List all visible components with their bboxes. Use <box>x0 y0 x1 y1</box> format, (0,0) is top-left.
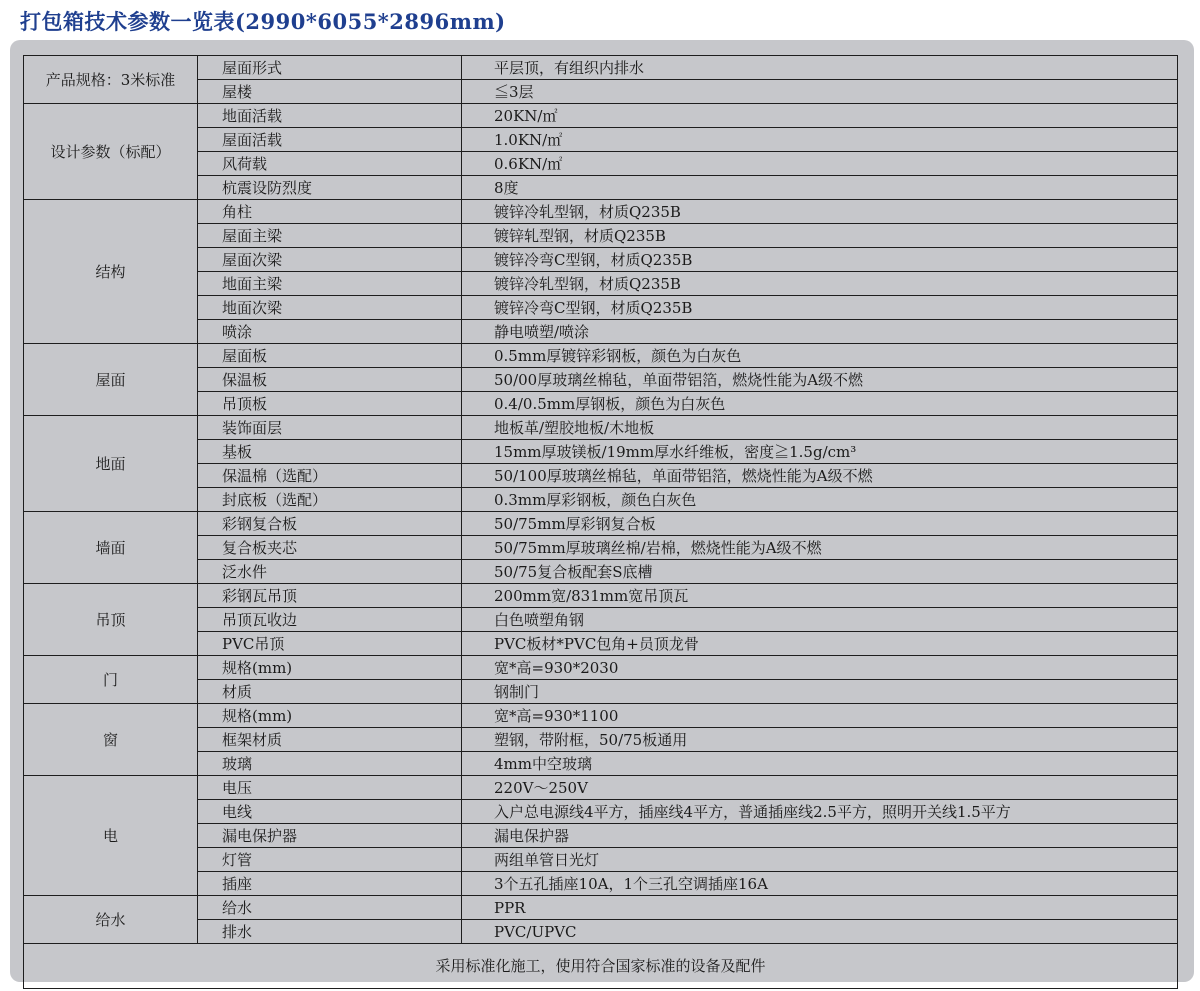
table-row <box>24 392 1178 416</box>
item-cell: 地面次梁 <box>198 296 462 320</box>
value-cell: 15mm厚玻镁板/19mm厚水纤维板，密度≧1.5g/cm³ <box>462 440 1178 464</box>
table-row <box>24 104 1178 128</box>
value-cell: 1.0KN/㎡ <box>462 128 1178 152</box>
value-cell: 宽*高=930*2030 <box>462 656 1178 680</box>
table-row <box>24 176 1178 200</box>
table-row <box>24 872 1178 896</box>
value-cell: 0.4/0.5mm厚钢板，颜色为白灰色 <box>462 392 1178 416</box>
table-row <box>24 848 1178 872</box>
value-cell: 镀锌轧型钢，材质Q235B <box>462 224 1178 248</box>
table-row <box>24 560 1178 584</box>
item-cell: 屋楼 <box>198 80 462 104</box>
item-cell: 屋面主梁 <box>198 224 462 248</box>
value-cell: 白色喷塑角钢 <box>462 608 1178 632</box>
table-row <box>24 512 1178 536</box>
table-row <box>24 80 1178 104</box>
value-cell: 20KN/㎡ <box>462 104 1178 128</box>
spec-table <box>23 55 1178 989</box>
category-cell: 屋面 <box>24 344 198 416</box>
value-cell: 200mm宽/831mm宽吊顶瓦 <box>462 584 1178 608</box>
item-cell: 屋面次梁 <box>198 248 462 272</box>
item-cell: 装饰面层 <box>198 416 462 440</box>
spec-table-body <box>24 56 1178 989</box>
table-row <box>24 344 1178 368</box>
value-cell: 50/75复合板配套S底槽 <box>462 560 1178 584</box>
item-cell: 屋面形式 <box>198 56 462 80</box>
value-cell: 两组单管日光灯 <box>462 848 1178 872</box>
item-cell: 给水 <box>198 896 462 920</box>
value-cell: 镀锌冷弯C型钢，材质Q235B <box>462 248 1178 272</box>
table-row <box>24 152 1178 176</box>
table-row <box>24 320 1178 344</box>
table-row <box>24 464 1178 488</box>
category-cell: 给水 <box>24 896 198 944</box>
category-cell: 吊顶 <box>24 584 198 656</box>
table-row <box>24 752 1178 776</box>
value-cell: 4mm中空玻璃 <box>462 752 1178 776</box>
item-cell: 保温板 <box>198 368 462 392</box>
item-cell: 封底板（选配） <box>198 488 462 512</box>
value-cell: 平层顶，有组织内排水 <box>462 56 1178 80</box>
value-cell: 宽*高=930*1100 <box>462 704 1178 728</box>
item-cell: 泛水件 <box>198 560 462 584</box>
value-cell: 漏电保护器 <box>462 824 1178 848</box>
table-row <box>24 296 1178 320</box>
item-cell: 电压 <box>198 776 462 800</box>
item-cell: 框架材质 <box>198 728 462 752</box>
value-cell: 0.6KN/㎡ <box>462 152 1178 176</box>
item-cell: 规格(mm) <box>198 704 462 728</box>
table-row <box>24 632 1178 656</box>
value-cell: 塑钢，带附框，50/75板通用 <box>462 728 1178 752</box>
item-cell: 基板 <box>198 440 462 464</box>
item-cell: 灯管 <box>198 848 462 872</box>
table-row <box>24 200 1178 224</box>
category-cell: 地面 <box>24 416 198 512</box>
value-cell: 静电喷塑/喷涂 <box>462 320 1178 344</box>
table-row <box>24 656 1178 680</box>
item-cell: 彩钢复合板 <box>198 512 462 536</box>
item-cell: 地面活载 <box>198 104 462 128</box>
item-cell: 排水 <box>198 920 462 944</box>
value-cell: 0.5mm厚镀锌彩钢板，颜色为白灰色 <box>462 344 1178 368</box>
category-cell: 门 <box>24 656 198 704</box>
table-row <box>24 368 1178 392</box>
value-cell: 镀锌冷轧型钢，材质Q235B <box>462 200 1178 224</box>
table-row <box>24 608 1178 632</box>
value-cell: 镀锌冷弯C型钢，材质Q235B <box>462 296 1178 320</box>
category-cell: 墙面 <box>24 512 198 584</box>
item-cell: 吊顶瓦收边 <box>198 608 462 632</box>
category-cell: 电 <box>24 776 198 896</box>
table-row <box>24 896 1178 920</box>
value-cell: 50/00厚玻璃丝棉毡，单面带铝箔，燃烧性能为A级不燃 <box>462 368 1178 392</box>
table-row <box>24 536 1178 560</box>
value-cell: ≦3层 <box>462 80 1178 104</box>
item-cell: 插座 <box>198 872 462 896</box>
footer-note: 采用标准化施工，使用符合国家标准的设备及配件 <box>24 944 1178 989</box>
table-row <box>24 224 1178 248</box>
table-row <box>24 680 1178 704</box>
item-cell: 保温棉（选配） <box>198 464 462 488</box>
item-cell: 材质 <box>198 680 462 704</box>
category-cell: 结构 <box>24 200 198 344</box>
table-row <box>24 584 1178 608</box>
value-cell: 0.3mm厚彩钢板，颜色白灰色 <box>462 488 1178 512</box>
category-cell: 设计参数（标配） <box>24 104 198 200</box>
table-row <box>24 416 1178 440</box>
table-row <box>24 272 1178 296</box>
value-cell: PPR <box>462 896 1178 920</box>
value-cell: 50/100厚玻璃丝棉毡，单面带铝箔，燃烧性能为A级不燃 <box>462 464 1178 488</box>
footer-row <box>24 944 1178 989</box>
item-cell: 吊顶板 <box>198 392 462 416</box>
value-cell: 镀锌冷轧型钢，材质Q235B <box>462 272 1178 296</box>
item-cell: 角柱 <box>198 200 462 224</box>
item-cell: 地面主梁 <box>198 272 462 296</box>
table-row <box>24 128 1178 152</box>
table-row <box>24 800 1178 824</box>
table-row <box>24 56 1178 80</box>
item-cell: 电线 <box>198 800 462 824</box>
table-row <box>24 704 1178 728</box>
page-title: 打包箱技术参数一览表(2990*6055*2896mm) <box>20 9 506 34</box>
table-row <box>24 440 1178 464</box>
value-cell: 钢制门 <box>462 680 1178 704</box>
table-row <box>24 248 1178 272</box>
item-cell: 彩钢瓦吊顶 <box>198 584 462 608</box>
value-cell: PVC/UPVC <box>462 920 1178 944</box>
table-row <box>24 920 1178 944</box>
value-cell: PVC板材*PVC包角+员顶龙骨 <box>462 632 1178 656</box>
value-cell: 3个五孔插座10A，1个三孔空调插座16A <box>462 872 1178 896</box>
item-cell: 杭震设防烈度 <box>198 176 462 200</box>
item-cell: 规格(mm) <box>198 656 462 680</box>
value-cell: 50/75mm厚玻璃丝棉/岩棉，燃烧性能为A级不燃 <box>462 536 1178 560</box>
category-cell: 窗 <box>24 704 198 776</box>
item-cell: 屋面活载 <box>198 128 462 152</box>
value-cell: 220V～250V <box>462 776 1178 800</box>
value-cell: 地板革/塑胶地板/木地板 <box>462 416 1178 440</box>
value-cell: 入户总电源线4平方，插座线4平方，普通插座线2.5平方，照明开关线1.5平方 <box>462 800 1178 824</box>
item-cell: 风荷载 <box>198 152 462 176</box>
item-cell: 漏电保护器 <box>198 824 462 848</box>
item-cell: PVC吊顶 <box>198 632 462 656</box>
value-cell: 50/75mm厚彩钢复合板 <box>462 512 1178 536</box>
item-cell: 喷涂 <box>198 320 462 344</box>
table-row <box>24 824 1178 848</box>
item-cell: 玻璃 <box>198 752 462 776</box>
value-cell: 8度 <box>462 176 1178 200</box>
table-row <box>24 776 1178 800</box>
table-row <box>24 488 1178 512</box>
table-row <box>24 728 1178 752</box>
category-cell: 产品规格：3米标准 <box>24 56 198 104</box>
item-cell: 复合板夹芯 <box>198 536 462 560</box>
item-cell: 屋面板 <box>198 344 462 368</box>
